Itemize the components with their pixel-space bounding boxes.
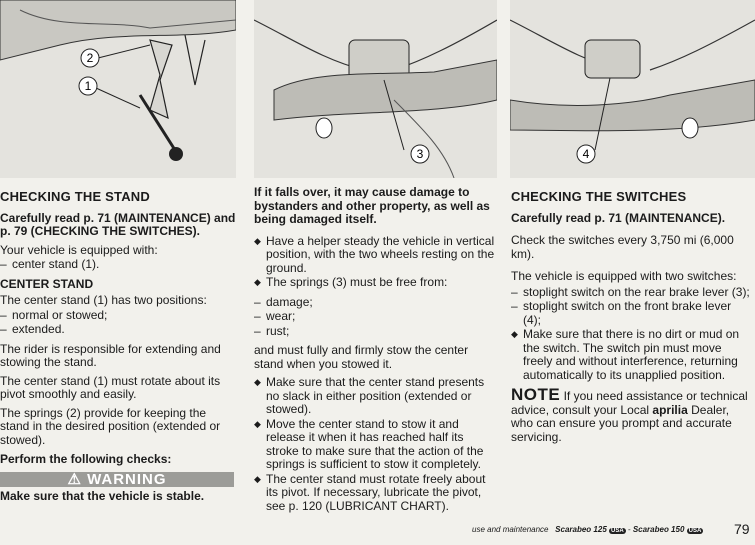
- footer-model-2: Scarabeo 150: [632, 525, 685, 534]
- paragraph: The center stand (1) must rotate about its pivot smoothly and easily.: [0, 373, 221, 401]
- note: [511, 385, 752, 444]
- callout-4: 4: [582, 147, 590, 161]
- list-item: ◆ Make sure that there is no dirt or mud on the switch. The switch pin must move freely and without interference, returning automatically to its unapplied position.: [511, 328, 752, 382]
- list-item: – damage;: [254, 296, 497, 310]
- column-stand-checks: [254, 186, 497, 519]
- paragraph: The rider is responsible for extending and stowing the stand.: [0, 341, 221, 369]
- check-interval: Check the switches every 3,750 mi (6,000 km).: [511, 233, 734, 261]
- warning-text: Make sure that the vehicle is stable.: [0, 489, 205, 503]
- positions-intro: The center stand (1) has two positions:: [0, 293, 207, 307]
- positions-list: [0, 309, 236, 337]
- column-checking-stand: [0, 186, 236, 509]
- callout-3: 3: [416, 147, 424, 161]
- note-text-2: Dealer, who can ensure you prompt and accurate servicing.: [511, 402, 732, 444]
- usa-badge: USA: [611, 528, 624, 534]
- heading-checking-stand: CHECKING THE STAND: [0, 189, 150, 204]
- read-maintenance: Carefully read p. 71 (MAINTENANCE).: [511, 210, 726, 225]
- list-item: ◆ The springs (3) must be free from:: [254, 276, 497, 290]
- equipped-list: [0, 258, 236, 272]
- paragraph: The springs (2) provide for keeping the stand in the desired position (extended or stowed).: [0, 405, 221, 447]
- figure-rear-switch: [254, 0, 497, 178]
- equipped-text: Your vehicle is equipped with:: [0, 242, 158, 257]
- footer-model-1: Scarabeo 125: [555, 525, 607, 534]
- list-item: – extended.: [0, 323, 236, 337]
- paragraph: and must fully and firmly stow the center stand when you stowed it.: [254, 343, 469, 371]
- note-text-1: If you need assistance or technical advice, consult your Local: [511, 389, 748, 417]
- list-item: ◆ Move the center stand to stow it and release it when it has reached half its stroke to make sure that the action of the springs is sufficient to stow it completely.: [254, 418, 497, 472]
- footer-section: use and maintenance: [472, 525, 549, 534]
- checks-list: [254, 235, 497, 290]
- list-item: – normal or stowed;: [0, 309, 236, 323]
- subheading-center-stand: CENTER STAND: [0, 276, 94, 291]
- figure-center-stand: [0, 0, 236, 178]
- footer-separator: -: [627, 525, 631, 534]
- heading-checking-switches: CHECKING THE SWITCHES: [511, 189, 687, 204]
- page-footer: [472, 525, 703, 534]
- checks-list-2: [254, 376, 497, 513]
- list-item: – stoplight switch on the front brake lever (4);: [511, 300, 752, 327]
- warning-icon: ⚠: [67, 470, 82, 488]
- rear-switch-illustration: [254, 0, 497, 178]
- brand-name: aprilia: [652, 402, 688, 417]
- list-item: ◆ Have a helper steady the vehicle in vertical position, with the two wheels resting on the ground.: [254, 235, 497, 276]
- list-item: – rust;: [254, 325, 497, 339]
- switches-list: [511, 286, 752, 383]
- page-number: 79: [734, 521, 750, 537]
- front-switch-illustration: [510, 0, 755, 178]
- center-stand-illustration: [0, 0, 236, 178]
- list-item: – stoplight switch on the rear brake lever (3);: [511, 286, 752, 300]
- read-intro: Carefully read p. 71 (MAINTENANCE) and p. 79 (CHECKING THE SWITCHES).: [0, 210, 236, 238]
- intro-warning: If it falls over, it may cause damage to bystanders and other property, as well as being damaged itself.: [254, 185, 490, 226]
- list-item: – center stand (1).: [0, 258, 236, 272]
- warning-banner: [0, 472, 234, 488]
- list-item: ◆ The center stand must rotate freely about its pivot. If necessary, lubricate the pivot, see p. 120 (LUBRICANT CHART).: [254, 473, 497, 514]
- equipped-text: The vehicle is equipped with two switches:: [511, 269, 737, 283]
- warning-label: WARNING: [87, 470, 167, 488]
- column-checking-switches: [511, 186, 752, 449]
- callout-1: 1: [84, 79, 92, 93]
- free-from-list: [254, 296, 497, 339]
- list-item: – wear;: [254, 310, 497, 324]
- figure-front-switch: [510, 0, 755, 178]
- usa-badge: USA: [688, 528, 702, 534]
- note-label: NOTE: [511, 385, 561, 404]
- list-item: ◆ Make sure that the center stand presents no slack in either position (extended or stowed).: [254, 376, 497, 417]
- checks-label: Perform the following checks:: [0, 452, 172, 466]
- callout-2: 2: [86, 51, 94, 65]
